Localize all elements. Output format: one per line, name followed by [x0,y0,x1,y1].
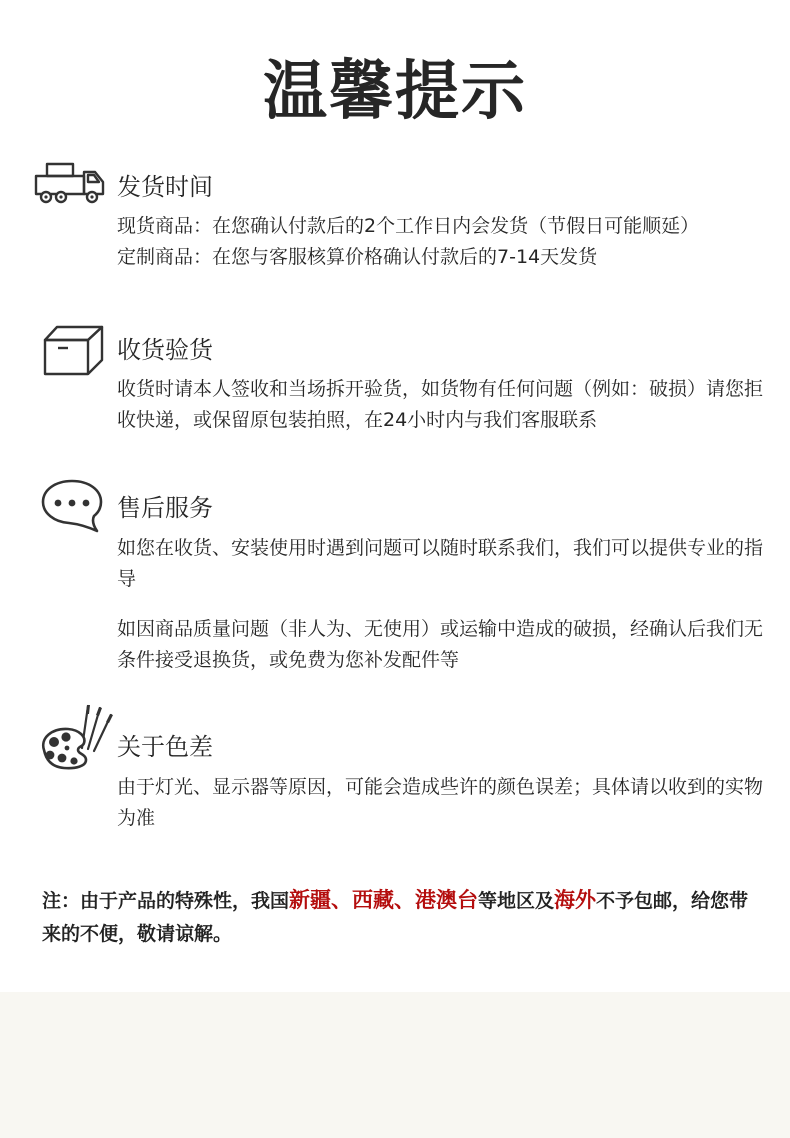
section-heading: 售后服务 [117,494,213,522]
page-title: 温馨提示 [263,55,527,129]
section-heading: 收货验货 [117,336,213,364]
note-text: 注：由于产品的特殊性，我国 [42,890,290,912]
chat-bubble-icon [40,478,104,534]
section-heading: 关于色差 [117,733,213,761]
note-highlight-overseas: 海外 [554,888,597,912]
paint-palette-icon [38,702,118,772]
body-line: 现货商品：在您确认付款后的2个工作日内会发货（节假日可能顺延） [117,215,700,237]
note-highlight-regions: 新疆、西藏、港澳台 [289,888,479,912]
footer-band [0,992,790,1138]
body-line: 如因商品质量问题（非人为、无使用）或运输中造成的破损，经确认后我们无条件接受退换货，或免费为您补发配件等 [117,618,764,671]
delivery-truck-icon [34,162,106,206]
body-line: 收货时请本人签收和当场拆开验货，如货物有任何问题（例如：破损）请您拒收快递，或保留原包装拍照，在24小时内与我们客服联系 [117,378,764,431]
note-text: 不予包邮，给您带来的不便，敬请谅解。 [42,890,749,945]
body-line: 由于灯光、显示器等原因，可能会造成些许的颜色误差；具体请以收到的实物为准 [117,776,764,829]
package-box-icon [42,324,106,378]
shipping-note [42,884,762,951]
body-line: 如您在收货、安装使用时遇到问题可以随时联系我们，我们可以提供专业的指导 [117,537,764,590]
note-text: 等地区及 [478,890,555,912]
body-line: 定制商品：在您与客服核算价格确认付款后的7-14天发货 [117,246,598,268]
section-heading: 发货时间 [117,173,213,201]
